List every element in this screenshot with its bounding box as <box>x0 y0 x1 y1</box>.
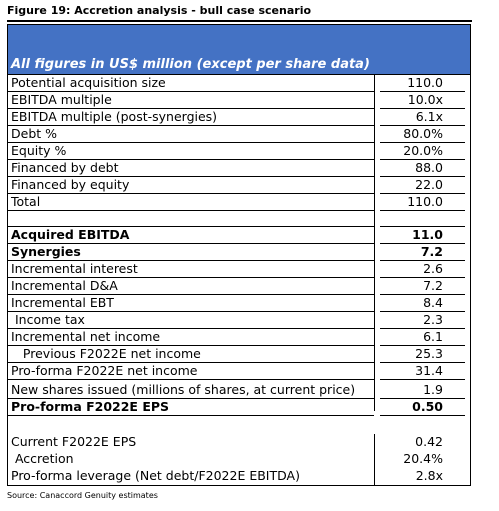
column-separator <box>374 434 375 485</box>
table-row <box>11 75 471 91</box>
row-value: 2.6 <box>423 261 443 276</box>
row-divider <box>7 415 374 416</box>
row-divider <box>7 226 374 227</box>
value-divider <box>380 328 465 329</box>
row-value: 1.9 <box>423 382 443 397</box>
table-row <box>11 244 471 260</box>
row-divider <box>7 210 374 211</box>
row-divider <box>7 379 374 380</box>
table-row <box>11 143 471 159</box>
row-label: Acquired EBITDA <box>11 227 130 242</box>
row-divider <box>7 398 374 399</box>
table-row <box>11 126 471 142</box>
row-value: 20.4% <box>403 451 443 466</box>
table-row <box>11 109 471 125</box>
table-row <box>11 160 471 176</box>
row-value: 20.0% <box>403 143 443 158</box>
table-row <box>11 261 471 277</box>
row-divider <box>7 91 374 92</box>
value-divider <box>380 485 465 486</box>
row-value: 22.0 <box>415 177 443 192</box>
row-divider <box>7 108 374 109</box>
row-value: 6.1 <box>423 329 443 344</box>
row-value: 2.3 <box>423 312 443 327</box>
value-divider <box>380 398 465 399</box>
figure-title: Figure 19: Accretion analysis - bull case scenario <box>7 4 312 17</box>
row-label: New shares issued (millions of shares, at current price) <box>11 382 356 397</box>
row-divider <box>7 159 374 160</box>
row-divider <box>7 362 374 363</box>
row-value: 0.50 <box>412 399 443 414</box>
row-label: Income tax <box>11 312 85 327</box>
row-label: Synergies <box>11 244 81 259</box>
value-divider <box>380 176 465 177</box>
column-separator <box>374 75 375 411</box>
row-divider <box>7 311 374 312</box>
value-divider <box>380 260 465 261</box>
table-row <box>11 346 471 362</box>
value-divider <box>380 193 465 194</box>
row-value: 2.8x <box>415 468 443 483</box>
row-divider <box>7 260 374 261</box>
row-divider <box>7 142 374 143</box>
value-divider <box>380 415 465 416</box>
value-divider <box>380 277 465 278</box>
row-label: Pro-forma F2022E net income <box>11 363 198 378</box>
row-value: 80.0% <box>403 126 443 141</box>
row-divider <box>7 485 374 486</box>
value-divider <box>380 243 465 244</box>
row-value: 25.3 <box>415 346 443 361</box>
row-label: Current F2022E EPS <box>11 434 137 449</box>
table-row <box>11 227 471 243</box>
table-row <box>11 194 471 210</box>
row-value: 110.0 <box>407 75 443 90</box>
row-value: 11.0 <box>412 227 443 242</box>
value-divider <box>380 159 465 160</box>
row-label: Total <box>11 194 41 209</box>
row-value: 7.2 <box>423 278 443 293</box>
table-row <box>11 295 471 311</box>
table-row <box>11 92 471 108</box>
row-label: Incremental interest <box>11 261 138 276</box>
title-rule <box>7 20 472 22</box>
row-divider <box>7 277 374 278</box>
row-value: 110.0 <box>407 194 443 209</box>
row-label: Incremental net income <box>11 329 161 344</box>
value-divider <box>380 210 465 211</box>
table-row <box>11 177 471 193</box>
row-label: Pro-forma F2022E EPS <box>11 399 170 414</box>
table-row <box>11 363 471 379</box>
row-label: Financed by debt <box>11 160 119 175</box>
value-divider <box>380 311 465 312</box>
row-value: 31.4 <box>415 363 443 378</box>
row-divider <box>7 193 374 194</box>
row-label: Accretion <box>11 451 74 466</box>
row-divider <box>7 243 374 244</box>
value-divider <box>380 108 465 109</box>
table-row <box>11 399 471 415</box>
table-row <box>11 278 471 294</box>
row-label: Potential acquisition size <box>11 75 166 90</box>
value-divider <box>380 294 465 295</box>
row-label: EBITDA multiple <box>11 92 112 107</box>
value-divider <box>380 142 465 143</box>
row-value: 8.4 <box>423 295 443 310</box>
row-label: Debt % <box>11 126 58 141</box>
table-row <box>11 312 471 328</box>
source-note: Source: Canaccord Genuity estimates <box>7 491 158 500</box>
row-value: 7.2 <box>420 244 443 259</box>
table-row <box>11 468 471 484</box>
table-row <box>11 329 471 345</box>
row-label: Previous F2022E net income <box>11 346 201 361</box>
value-divider <box>380 379 465 380</box>
value-divider <box>380 91 465 92</box>
row-divider <box>7 345 374 346</box>
row-label: EBITDA multiple (post-synergies) <box>11 109 218 124</box>
row-divider <box>7 328 374 329</box>
row-value: 0.42 <box>415 434 443 449</box>
row-divider <box>7 294 374 295</box>
value-divider <box>380 345 465 346</box>
row-label: Equity % <box>11 143 67 158</box>
table-row <box>11 434 471 450</box>
row-label: Pro-forma leverage (Net debt/F2022E EBITDA) <box>11 468 300 483</box>
value-divider <box>380 362 465 363</box>
row-label: Incremental EBT <box>11 295 114 310</box>
row-label: Financed by equity <box>11 177 130 192</box>
value-divider <box>380 226 465 227</box>
row-divider <box>7 176 374 177</box>
row-value: 10.0x <box>407 92 443 107</box>
value-divider <box>380 125 465 126</box>
row-label: Incremental D&A <box>11 278 118 293</box>
table-row <box>11 382 471 398</box>
table-header: All figures in US$ million (except per share data) <box>11 57 370 72</box>
row-value: 6.1x <box>415 109 443 124</box>
row-value: 88.0 <box>415 160 443 175</box>
row-divider <box>7 125 374 126</box>
table-row <box>11 451 471 467</box>
